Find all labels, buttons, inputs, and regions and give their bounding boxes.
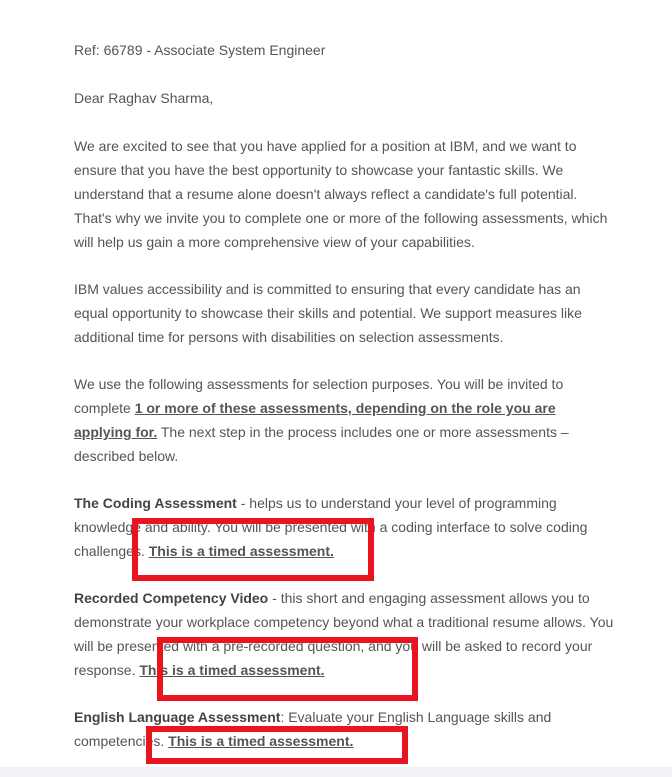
english-assessment-title: English Language Assessment: [74, 709, 281, 725]
salutation: Dear Raghav Sharma,: [74, 90, 214, 106]
assessments-count-link[interactable]: 1 or more of these assessments, depending on the role you are applying for.: [74, 400, 556, 440]
footer-strip: [0, 767, 672, 777]
coding-timed-link[interactable]: This is a timed assessment.: [148, 543, 334, 559]
video-assessment-title: Recorded Competency Video: [74, 590, 269, 606]
intro-paragraph: We are excited to see that you have applied for a position at IBM, and we want to ensure that you have the best opportunity to showcase your fantastic skills. We understand that a resume alone doesn't always reflect a candidate's full potential. That's why we invite you to complete one or more of the following assessments, which will help us gain a more comprehensive view of your capabilities.: [74, 138, 608, 250]
english-timed-link[interactable]: This is a timed assessment.: [168, 733, 354, 749]
highlight-box-coding: [132, 518, 374, 581]
video-assessment-desc: - this short and engaging assessment allows you to demonstrate your workplace competency beyond what a traditional resume allows. You will be presented with a pre-recorded question, and you will be asked to record your response.: [74, 590, 614, 678]
video-timed-link[interactable]: This is a timed assessment.: [139, 662, 325, 678]
assessments-intro-paragraph: [74, 372, 614, 468]
coding-assessment-desc: - helps us to understand your level of programming knowledge and ability. You will be presented with a coding interface to solve coding challenges.: [74, 495, 588, 559]
assessments-intro-text: We use the following assessments for selection purposes. You will be invited to complete: [74, 376, 564, 416]
coding-assessment-title: The Coding Assessment: [74, 495, 237, 511]
accessibility-paragraph: IBM values accessibility and is committed to ensuring that every candidate has an equal opportunity to showcase their skills and potential. We support measures like additional time for persons with disabilities on selection assessments.: [74, 281, 582, 345]
english-assessment-desc: : Evaluate your English Language skills and competencies.: [74, 709, 552, 749]
reference-line: Ref: 66789 - Associate System Engineer: [74, 42, 326, 58]
assessments-intro-followup: The next step in the process includes one or more assessments – described below.: [74, 424, 569, 464]
highlight-box-english: [146, 726, 408, 764]
highlight-box-video: [157, 637, 418, 701]
